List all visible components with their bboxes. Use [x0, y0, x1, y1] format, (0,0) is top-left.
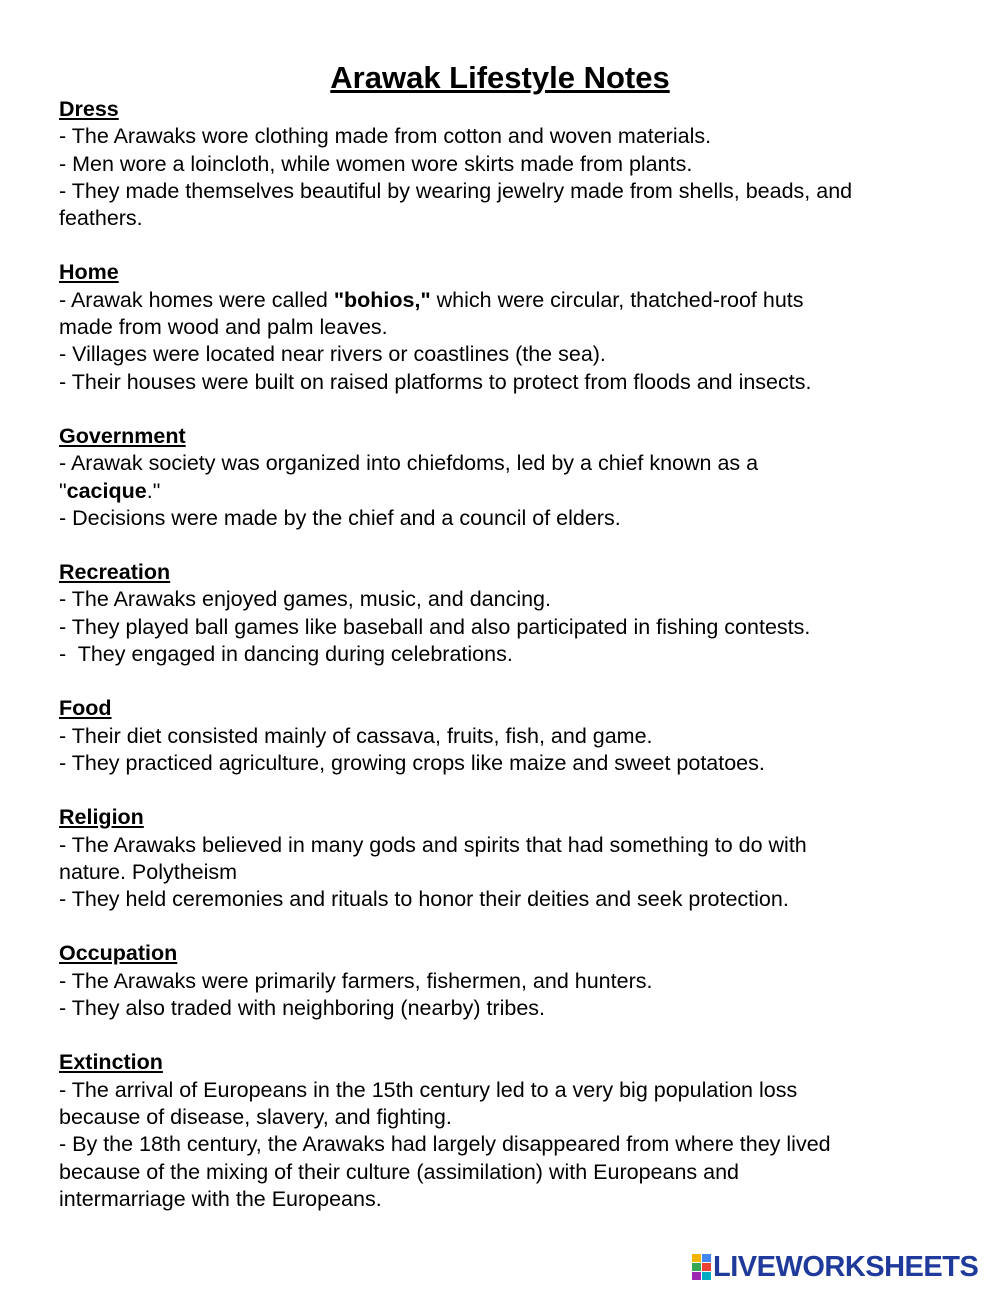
note-line: - By the 18th century, the Arawaks had largely disappeared from where they lived	[59, 1132, 831, 1157]
note-line: - They engaged in dancing during celebrations.	[59, 642, 513, 667]
note-line: - Men wore a loincloth, while women wore skirts made from plants.	[59, 151, 693, 176]
text-run: - Arawak homes were called	[59, 287, 334, 312]
section-heading: Religion	[59, 805, 144, 830]
note-line: made from wood and palm leaves.	[59, 315, 388, 340]
section-home	[59, 259, 959, 395]
section-heading: Occupation	[59, 941, 178, 966]
note-line: - They played ball games like baseball and also participated in fishing contests.	[59, 614, 811, 639]
logo-block	[692, 1263, 701, 1271]
section-extinction	[59, 1049, 959, 1213]
note-line: - Villages were located near rivers or coastlines (the sea).	[59, 342, 606, 367]
section-heading: Dress	[59, 97, 119, 121]
bold-term-bohios: "bohios,"	[333, 287, 431, 312]
section-heading: Government	[59, 423, 186, 448]
page-title: Arawak Lifestyle Notes	[330, 60, 670, 95]
logo-text: LIVEWORKSHEETS	[713, 1250, 979, 1283]
note-line: because of the mixing of their culture (assimilation) with Europeans and	[59, 1159, 739, 1184]
note-line: nature. Polytheism	[59, 859, 238, 884]
note-line: because of disease, slavery, and fighting.	[59, 1104, 452, 1129]
section-heading: Home	[59, 260, 119, 285]
note-line: - The Arawaks believed in many gods and spirits that had something to do with	[59, 832, 807, 857]
note-line: feathers.	[59, 206, 143, 231]
note-line	[59, 478, 959, 505]
note-line: - They held ceremonies and rituals to honor their deities and seek protection.	[59, 887, 789, 912]
note-line: - The Arawaks enjoyed games, music, and dancing.	[59, 587, 551, 612]
section-religion	[59, 804, 959, 913]
text-run: which were circular, thatched-roof huts	[430, 287, 804, 312]
liveworksheets-logo[interactable]	[692, 1252, 978, 1282]
section-heading: Recreation	[59, 560, 171, 585]
logo-blocks-icon	[692, 1254, 710, 1280]
note-line: - They practiced agriculture, growing crops like maize and sweet potatoes.	[59, 750, 765, 775]
text-run: ."	[146, 478, 161, 503]
note-line: - They made themselves beautiful by wearing jewelry made from shells, beads, and	[59, 178, 853, 203]
logo-block	[692, 1254, 701, 1262]
note-line: - Decisions were made by the chief and a council of elders.	[59, 505, 621, 530]
note-line	[59, 287, 959, 314]
section-recreation	[59, 559, 959, 668]
section-food	[59, 695, 959, 777]
logo-block	[702, 1263, 711, 1271]
section-heading: Food	[59, 696, 112, 721]
text-run: "	[59, 478, 67, 503]
bold-term-cacique: cacique	[66, 478, 147, 503]
logo-block	[692, 1272, 701, 1280]
note-line: intermarriage with the Europeans.	[59, 1186, 382, 1211]
section-government	[59, 423, 959, 532]
note-line: - Their diet consisted mainly of cassava, fruits, fish, and game.	[59, 723, 653, 748]
logo-block	[702, 1254, 711, 1262]
note-line: - They also traded with neighboring (nearby) tribes.	[59, 996, 545, 1021]
note-line: - The Arawaks wore clothing made from cotton and woven materials.	[59, 124, 712, 149]
note-line: - Arawak society was organized into chiefdoms, led by a chief known as a	[59, 451, 759, 476]
section-dress	[59, 96, 959, 232]
note-line: - Their houses were built on raised platforms to protect from floods and insects.	[59, 369, 812, 394]
section-heading: Extinction	[59, 1050, 163, 1075]
note-line: - The arrival of Europeans in the 15th century led to a very big population loss	[59, 1077, 798, 1102]
section-occupation	[59, 940, 959, 1022]
notes-content	[59, 96, 959, 1240]
note-line: - The Arawaks were primarily farmers, fishermen, and hunters.	[59, 968, 653, 993]
logo-block	[702, 1272, 711, 1280]
